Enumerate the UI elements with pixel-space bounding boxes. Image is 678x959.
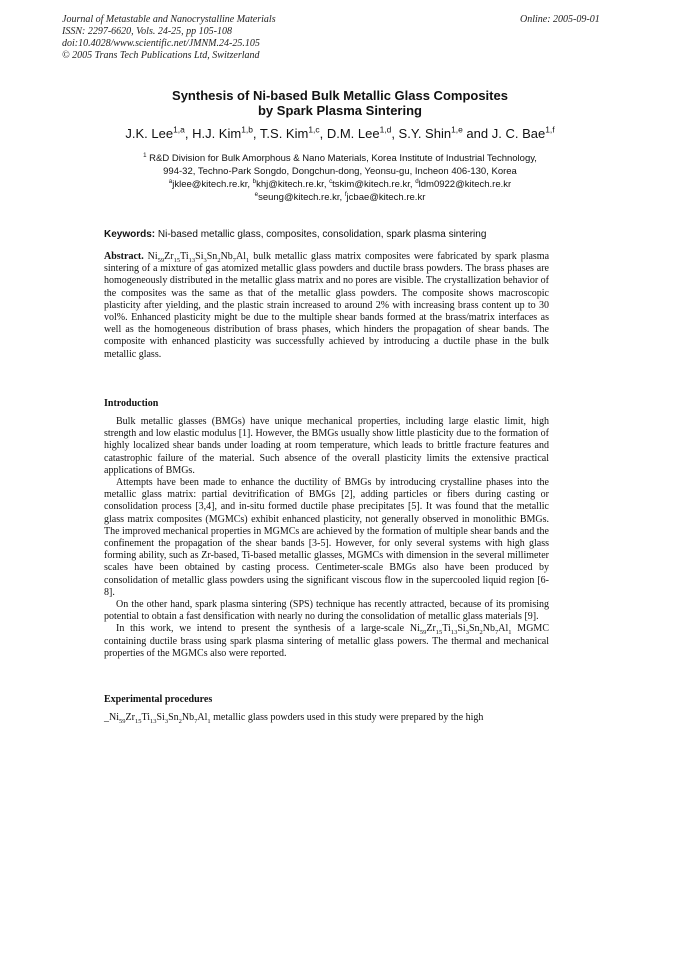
online-date: Online: 2005-09-01 bbox=[520, 14, 600, 25]
author-email: tskim@kitech.re.kr bbox=[332, 179, 410, 190]
author-affil-mark: 1,a bbox=[173, 124, 185, 135]
author-email: jklee@kitech.re.kr bbox=[172, 179, 248, 190]
author-affil-mark: 1,f bbox=[545, 124, 555, 135]
formula-element: Sn bbox=[468, 623, 480, 635]
keywords-text: Ni-based metallic glass, composites, consolidation, spark plasma sintering bbox=[155, 229, 487, 240]
intro-p4-before: In this work, we intend to present the synthesis of a large-scale bbox=[116, 623, 410, 635]
intro-paragraph-2: Attempts have been made to enhance the ductility of BMGs by introducing crystalline phases into the metallic glass matrix: partial devitrification of BMGs [2], adding particles or fibers during casting or consolidation process [3,4], and in-situ formed ductile phase precipitates [5]. It was found that the metallic glass matrix composites (MGMCs) exhibit enhanced plasticity, not generally observed in monolithic BMGs. The improved mechanical properties in MGMCs are achieved by the formation of multiple shear bands and the confinement the propagation of the shear bands [3-5]. However, for only several systems with high glass forming ability, such as Zr-based, Ti-based metallic glasses, MGMCs with dimension in the several millimeter scales have been obtained by casting process. Centimeter-scale BMGs also have been produced by consolidation of metallic glass powders using the significant viscous flow in the supercooled liquid region [6-8]. bbox=[104, 477, 549, 598]
formula-element: Zr bbox=[426, 623, 436, 635]
formula-subscript: 2 bbox=[217, 257, 221, 264]
author-name: H.J. Kim bbox=[192, 126, 242, 141]
formula-subscript: 1 bbox=[508, 629, 512, 637]
paper-title bbox=[90, 88, 590, 118]
affiliation-line-1 bbox=[70, 152, 610, 165]
intro-paragraph-4 bbox=[104, 623, 549, 660]
formula-element: Ni bbox=[147, 251, 158, 262]
author-affil-mark: 1,b bbox=[241, 124, 253, 135]
email-separator: , bbox=[323, 179, 330, 190]
formula-element: Al bbox=[197, 712, 208, 723]
author-separator: , bbox=[319, 126, 327, 141]
email-mark: d bbox=[415, 177, 419, 185]
author-affil-mark: 1,c bbox=[308, 124, 320, 135]
journal-issn: ISSN: 2297-6620, Vols. 24-25, pp 105-108 bbox=[62, 26, 232, 37]
author-name: J. C. Bae bbox=[491, 126, 546, 141]
formula-element: Al bbox=[498, 623, 509, 635]
formula-subscript: 59 bbox=[157, 257, 165, 264]
email-separator: , bbox=[339, 192, 345, 203]
formula-subscript: 3 bbox=[465, 629, 469, 637]
formula-subscript: 2 bbox=[479, 629, 483, 637]
author-email: ldm0922@kitech.re.kr bbox=[418, 179, 512, 190]
author-name: T.S. Kim bbox=[259, 126, 309, 141]
formula-subscript: 15 bbox=[134, 718, 142, 725]
author-list bbox=[60, 126, 620, 141]
formula-subscript: 7 bbox=[194, 718, 198, 725]
experimental-text: metallic glass powders used in this study were prepared by the high bbox=[210, 712, 484, 723]
formula-element: Zr bbox=[125, 712, 135, 723]
affiliation-mark: 1 bbox=[143, 151, 147, 159]
author-affil-mark: 1,e bbox=[451, 124, 463, 135]
keywords bbox=[104, 228, 574, 241]
email-mark: a bbox=[168, 177, 173, 185]
formula-element: Si bbox=[195, 251, 204, 262]
formula-subscript: 2 bbox=[178, 718, 182, 725]
formula-subscript: 13 bbox=[450, 629, 458, 637]
email-mark: f bbox=[344, 190, 347, 198]
formula-subscript: 3 bbox=[164, 718, 169, 725]
journal-name: Journal of Metastable and Nanocrystalline Materials bbox=[62, 14, 276, 25]
author-email: khj@kitech.re.kr bbox=[256, 179, 324, 190]
formula-subscript: 59 bbox=[119, 718, 126, 725]
formula-subscript: 7 bbox=[494, 629, 499, 637]
formula-element: Sn bbox=[206, 251, 218, 262]
formula-subscript: 1 bbox=[246, 257, 250, 264]
author-separator: , bbox=[391, 126, 399, 141]
email-mark: c bbox=[329, 177, 333, 185]
formula-element: Si bbox=[156, 712, 165, 723]
formula-subscript: 3 bbox=[203, 257, 207, 264]
affiliation-text-1: R&D Division for Bulk Amorphous & Nano Materials, Korea Institute of Industrial Technology, bbox=[146, 153, 537, 164]
formula-subscript: 7 bbox=[232, 257, 237, 264]
formula-element: Ti bbox=[442, 623, 451, 635]
formula-element: Sn bbox=[168, 712, 179, 723]
title-line-2: by Spark Plasma Sintering bbox=[257, 103, 422, 118]
alloy-formula bbox=[109, 712, 211, 723]
alloy-formula bbox=[148, 251, 250, 262]
affiliation bbox=[70, 152, 610, 204]
experimental-body bbox=[104, 712, 549, 724]
author-separator: , bbox=[184, 126, 193, 141]
email-mark: b bbox=[252, 177, 257, 185]
experimental-lead: _ bbox=[104, 712, 109, 723]
formula-subscript: 1 bbox=[207, 718, 211, 725]
email-separator: , bbox=[409, 179, 416, 190]
intro-paragraph-3: On the other hand, spark plasma sintering (SPS) technique has recently attracted, because of its promising potential to obtain a fast densification with nearly no during the consolidation of metallic glass materials [9]. bbox=[104, 599, 549, 623]
formula-element: Ni bbox=[409, 623, 420, 635]
email-line-2 bbox=[70, 191, 610, 204]
journal-header bbox=[62, 14, 276, 62]
email-separator: , bbox=[247, 179, 253, 190]
abstract bbox=[104, 251, 549, 361]
experimental-heading: Experimental procedures bbox=[104, 694, 213, 705]
author-separator: and bbox=[462, 126, 492, 141]
author-name: S.Y. Shin bbox=[398, 126, 452, 141]
experimental-paragraph-1 bbox=[104, 712, 549, 724]
formula-element: Nb bbox=[181, 712, 195, 723]
author-email: seung@kitech.re.kr bbox=[258, 192, 340, 203]
author-email: jcbae@kitech.re.kr bbox=[346, 192, 426, 203]
abstract-label: Abstract. bbox=[104, 251, 144, 262]
author-separator: , bbox=[252, 126, 260, 141]
introduction-heading: Introduction bbox=[104, 398, 159, 409]
formula-element: Si bbox=[457, 623, 466, 635]
author-name: J.K. Lee bbox=[125, 126, 174, 141]
journal-doi: doi:10.4028/www.scientific.net/JMNM.24-25.105 bbox=[62, 38, 260, 49]
author-affil-mark: 1,d bbox=[379, 124, 392, 135]
formula-element: Ti bbox=[180, 251, 189, 262]
author-name: D.M. Lee bbox=[326, 126, 380, 141]
abstract-text: bulk metallic glass matrix composites were fabricated by spark plasma sintering of a mixture of gas atomized metallic glass powders and ductile brass powders. The brass phases are homogeneously distributed in the metallic glass matrix and no pores are visible. The crystallization behavior of the composites was the same as that of the metallic glass powders. The composite shows macroscopic plasticity after yielding, and the plastic strain increased to around 2% with increasing brass content up to 30 vol%. Enhanced plasticity might be due to the multiple shear bands formed at the brass/matrix interfaces as well as the homogeneous distribution of brass phases, which hinders the propagation of shear bands. The composite with enhanced plasticity was successfully achieved by introducing a ductile phase in the bulk metallic glass. bbox=[104, 251, 550, 360]
intro-paragraph-1: Bulk metallic glasses (BMGs) have unique mechanical properties, including large elastic limit, high strength and low elastic modulus [1]. However, the BMGs usually show little plasticity due to the formation of highly localized shear bands under loading at room temperature, which leads to brittle fracture features and catastrophic failure of the material. Such absence of the overall plasticity limits the extensive practical applications of BMGs. bbox=[104, 416, 549, 476]
alloy-formula bbox=[409, 623, 512, 637]
formula-subscript: 15 bbox=[173, 257, 181, 264]
email-mark: e bbox=[254, 190, 259, 198]
formula-element: Al bbox=[236, 251, 247, 262]
formula-element: Nb bbox=[220, 251, 233, 262]
formula-subscript: 13 bbox=[188, 257, 196, 264]
intro-p4-after: MGMC containing ductile brass using spark plasma sintering of metallic glass powers. The thermal and mechanical properties of the MGMCs also were reported. bbox=[104, 623, 549, 659]
email-line-1 bbox=[70, 178, 610, 191]
formula-element: Ni bbox=[109, 712, 119, 723]
title-line-1: Synthesis of Ni-based Bulk Metallic Glass Composites bbox=[172, 88, 508, 103]
introduction-body bbox=[104, 416, 549, 660]
formula-subscript: 15 bbox=[435, 629, 443, 637]
affiliation-line-2: 994-32, Techno-Park Songdo, Dongchun-dong, Yeonsu-gu, Incheon 406-130, Korea bbox=[163, 166, 517, 177]
formula-subscript: 13 bbox=[150, 718, 157, 725]
journal-copyright: © 2005 Trans Tech Publications Ltd, Switzerland bbox=[62, 50, 260, 61]
keywords-label: Keywords: bbox=[104, 229, 156, 240]
formula-element: Ti bbox=[141, 712, 150, 723]
formula-subscript: 59 bbox=[419, 629, 427, 637]
formula-element: Zr bbox=[164, 251, 174, 262]
formula-element: Nb bbox=[482, 623, 495, 635]
